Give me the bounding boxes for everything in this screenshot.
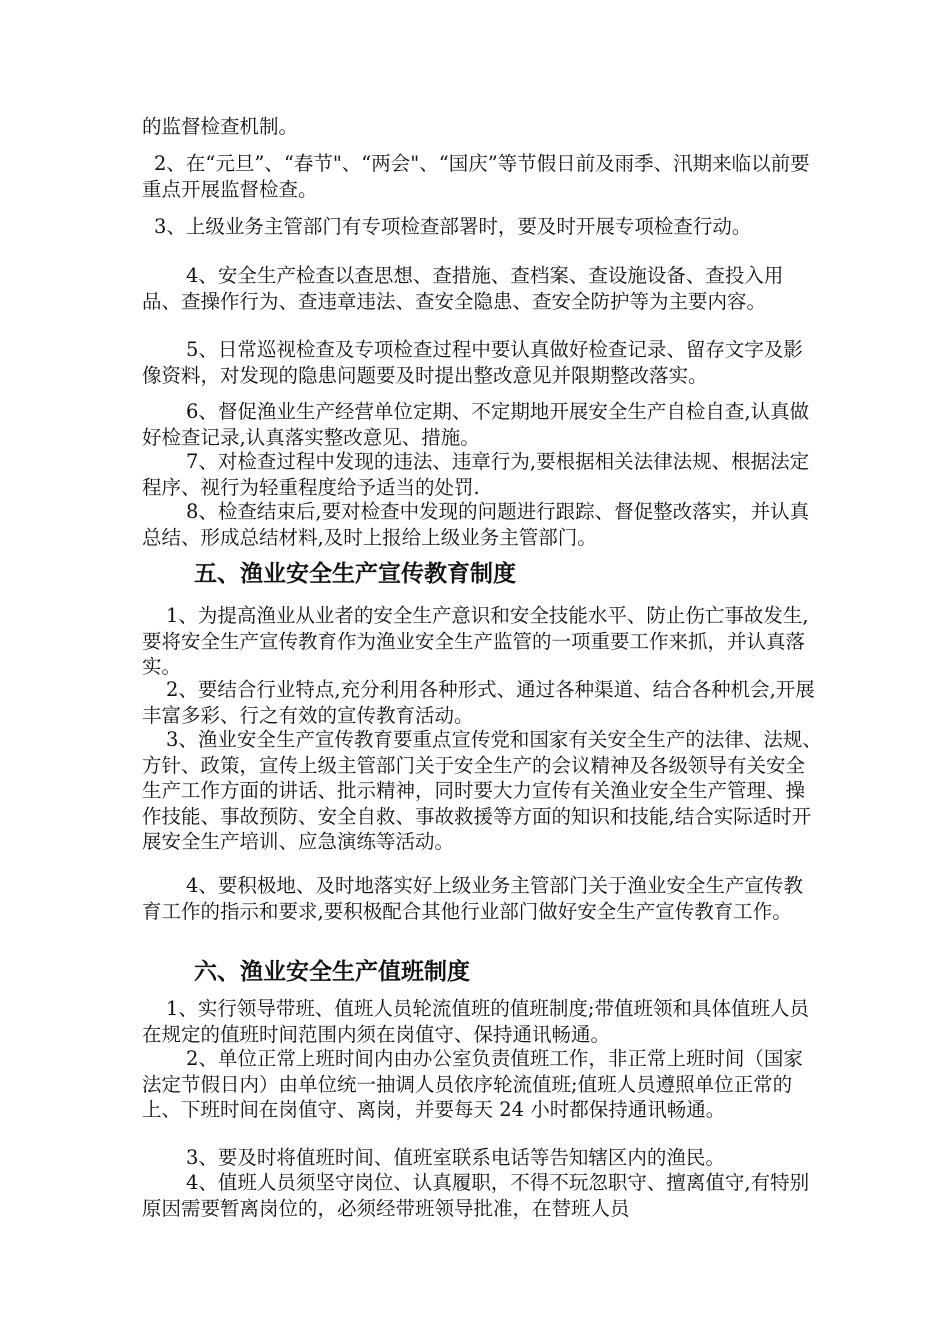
paragraph-six-4: 4、值班人员须坚守岗位、认真履职，不得不玩忽职守、擅离值守,有特别原因需要暂离岗位的，必须经带班领导批准，在替班人员 <box>142 1171 810 1220</box>
paragraph-item-5: 5、日常巡视检查及专项检查过程中要认真做好检查记录、留存文字及影像资料，对发现的隐患问题要及时提出整改意见并限期整改落实。 <box>142 338 803 387</box>
paragraph-five-4: 4、要积极地、及时地落实好上级业务主管部门关于渔业安全生产宣传教育工作的指示和要求,要积极配合其他行业部门做好安全生产宣传教育工作。 <box>142 874 803 923</box>
paragraph-continuation: 的监督检查机制。 <box>142 115 299 138</box>
paragraph-five-3: 3、渔业安全生产宣传教育要重点宣传党和国家有关安全生产的法律、法规、方针、政策，宣传上级主管部门关于安全生产的会议精神及各级领导有关安全生产工作方面的讲话、批示精神，同时要大力宣传有关渔业安全生产管理、操作技能、事故预防、安全自救、事故救援等方面的知识和技能,结合实际适时开展安全生产培训、应急演练等活动。 <box>142 728 822 853</box>
section-heading-six: 六、渔业安全生产值班制度 <box>194 959 470 985</box>
paragraph-six-1: 1、实行领导带班、值班人员轮流值班的值班制度;带值班领和具体值班人员在规定的值班时间范围内须在岗值守、保持通讯畅通。 <box>142 997 809 1046</box>
paragraph-item-7: 7、对检查过程中发现的违法、违章行为,要根据相关法律法规、根据法定程序、视行为轻重程度给予适当的处罚. <box>142 450 810 499</box>
paragraph-item-3: 3、上级业务主管部门有专项检查部署时，要及时开展专项检查行动。 <box>154 215 752 238</box>
paragraph-five-1: 1、为提高渔业从业者的安全生产意识和安全技能水平、防止伤亡事故发生,要将安全生产宣传教育作为渔业安全生产监管的一项重要工作来抓，并认真落实。 <box>142 604 809 678</box>
paragraph-item-4: 4、安全生产检查以查思想、查措施、查档案、查设施设备、查投入用品、查操作行为、查违章违法、查安全隐患、查安全防护等为主要内容。 <box>142 264 784 313</box>
paragraph-item-8: 8、检查结束后,要对检查中发现的问题进行跟踪、督促整改落实，并认真总结、形成总结材料,及时上报给上级业务主管部门。 <box>142 500 810 549</box>
section-heading-five: 五、渔业安全生产宣传教育制度 <box>194 561 516 587</box>
paragraph-six-2: 2、单位正常上班时间内由办公室负责值班工作，非正常上班时间（国家法定节假日内）由单位统一抽调人员依序轮流值班;值班人员遵照单位正常的上、下班时间在岗值守、离岗，并要每天 24 小时都保持通讯畅通。 <box>142 1047 803 1121</box>
paragraph-six-3: 3、要及时将值班时间、值班室联系电话等告知辖区内的渔民。 <box>186 1146 725 1169</box>
paragraph-five-2: 2、要结合行业特点,充分利用各种形式、通过各种渠道、结合各种机会,开展丰富多彩、行之有效的宣传教育活动。 <box>142 678 815 727</box>
paragraph-item-6: 6、督促渔业生产经营单位定期、不定期地开展安全生产自检自查,认真做好检查记录,认真落实整改意见、措施。 <box>142 400 810 449</box>
paragraph-item-2: 2、在“元旦”、“春节"、“两会"、“国庆”等节假日前及雨季、汛期来临以前要重点开展监督检查。 <box>142 152 810 201</box>
